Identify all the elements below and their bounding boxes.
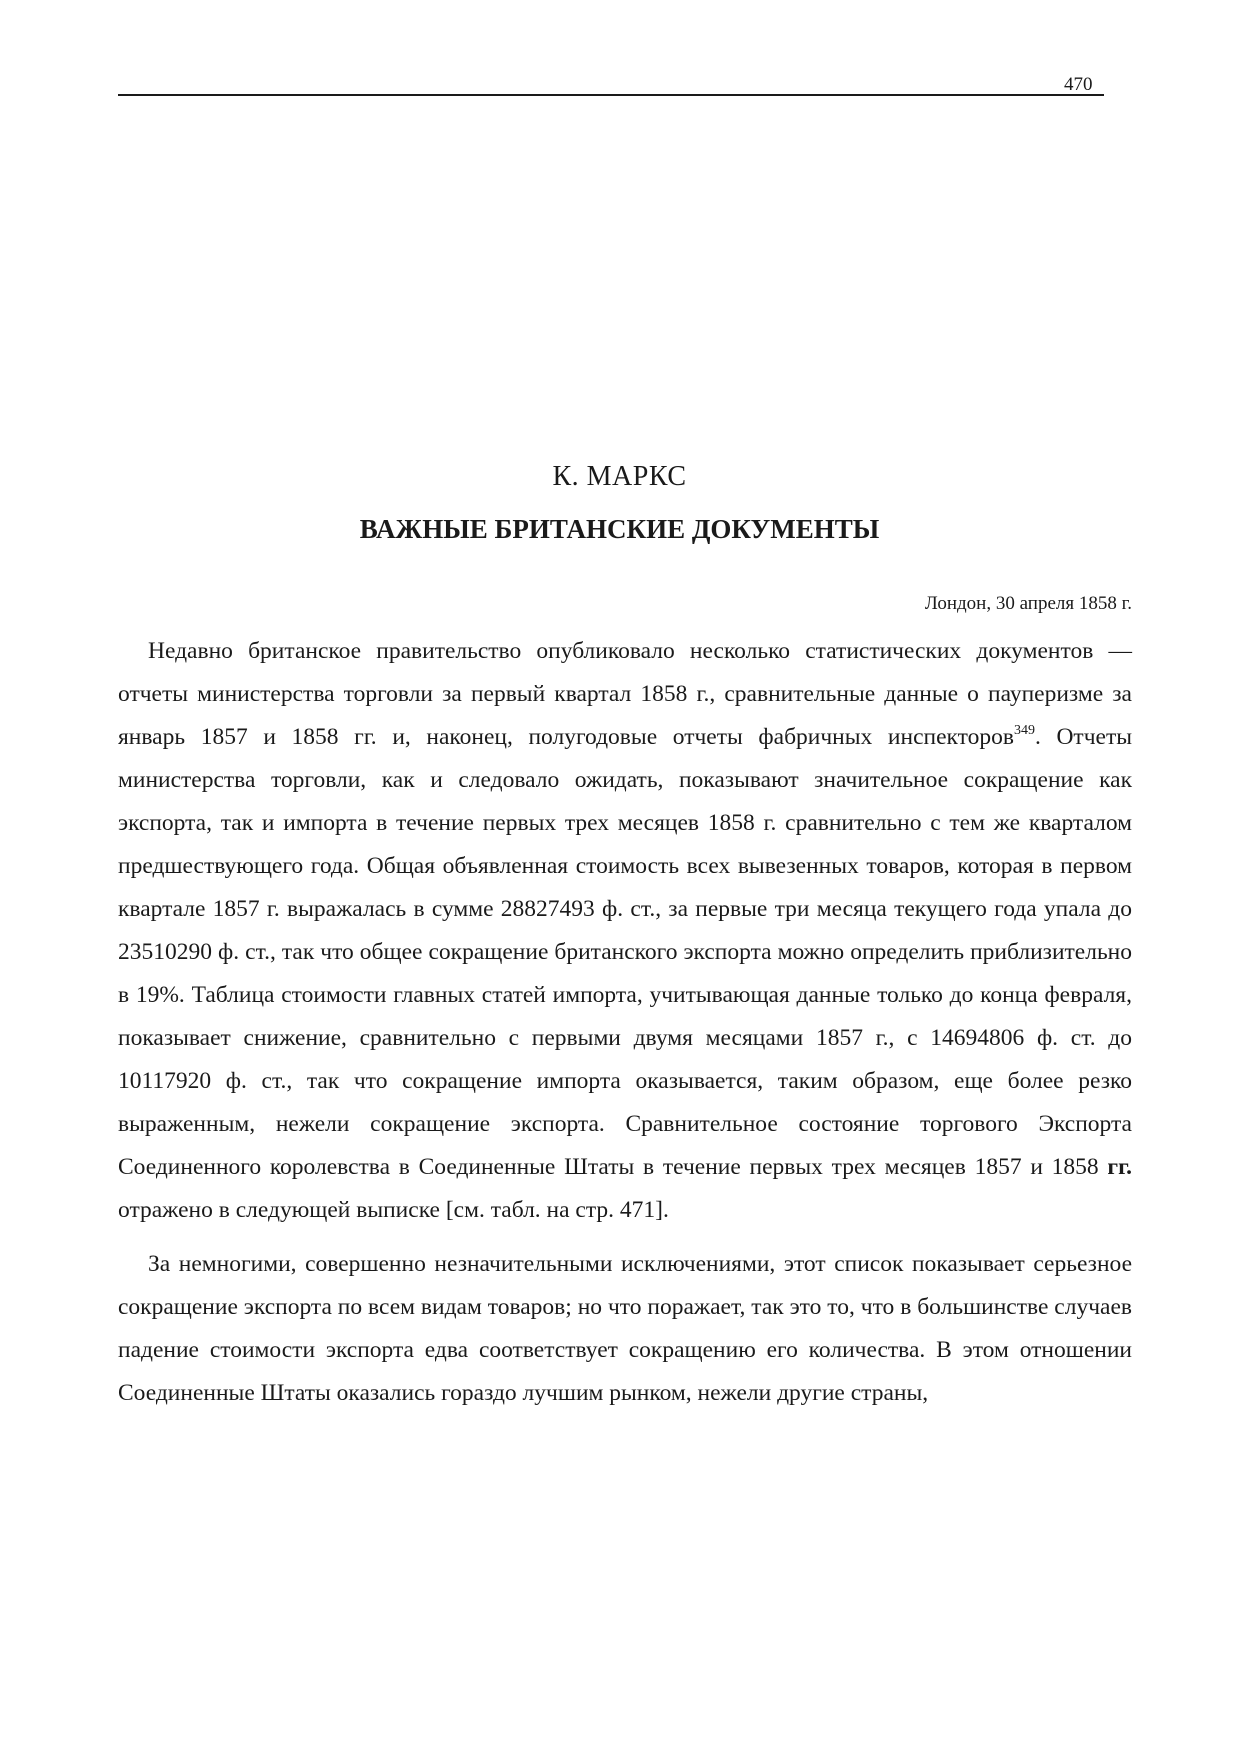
paragraph-1: [118, 630, 1132, 1232]
bold-abbreviation: гг.: [1107, 1154, 1132, 1180]
footnote-reference: 349: [1013, 723, 1035, 738]
author-name: К. МАРКС: [552, 461, 687, 492]
dateline: Лондон, 30 апреля 1858 г.: [924, 593, 1132, 614]
body-text: [118, 630, 1132, 1415]
page-number: 470: [1064, 74, 1093, 95]
paragraph-1-part-1: Недавно британское правительство опубликовало несколько статистических документов — отчеты министерства торговли за первый квартал 1858 г., сравнительные данные о пауперизме за январь 1857 и 1858 гг. и, наконец, полугодовые отчеты фабричных инспекторов: [118, 638, 1132, 750]
paragraph-1-part-3: отражено в следующей выписке [см. табл. на стр. 471].: [118, 1197, 669, 1223]
paragraph-1-part-2: . Отчеты министерства торговли, как и следовало ожидать, показывают значительное сокращение как экспорта, так и импорта в течение первых трех месяцев 1858 г. сравнительно с тем же кварталом предшествующего года. Общая объявленная стоимость всех вывезенных товаров, которая в первом квартале 1857 г. выражалась в сумме 28827493 ф. ст., за первые три месяца текущего года упала до 23510290 ф. ст., так что общее сокращение британского экспорта можно определить приблизительно в 19%. Таблица стоимости главных статей импорта, учитывающая данные только до конца февраля, показывает снижение, сравнительно с первыми двумя месяцами 1857 г., с 14694806 ф. ст. до 10117920 ф. ст., так что сокращение импорта оказывается, таким образом, еще более резко выраженным, нежели сокращение экспорта. Сравнительное состояние торгового Экспорта Соединенного королевства в Соединенные Штаты в течение первых трех месяцев 1857 и 1858: [118, 724, 1132, 1180]
document-title: ВАЖНЫЕ БРИТАНСКИЕ ДОКУМЕНТЫ: [359, 514, 880, 544]
header-rule: [118, 94, 1104, 96]
paragraph-2: За немногими, совершенно незначительными исключениями, этот список показывает серьезное сокращение экспорта по всем видам товаров; но что поражает, так это то, что в большинстве случаев падение стоимости экспорта едва соответствует сокращению его количества. В этом отношении Соединенные Штаты оказались гораздо лучшим рынком, нежели другие страны,: [118, 1251, 1132, 1406]
